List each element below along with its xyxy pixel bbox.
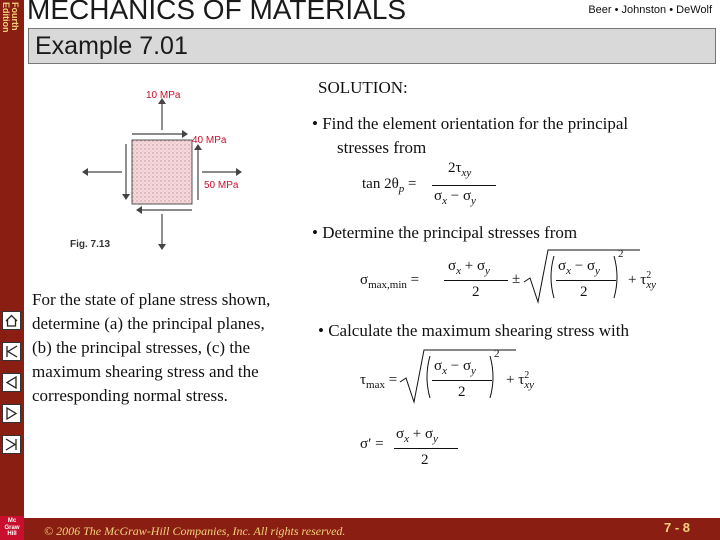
bullet-principal-orientation-cont: stresses from — [337, 138, 427, 157]
eq2-lhs: σ — [360, 272, 369, 288]
figure-caption: Fig. 7.13 — [70, 239, 111, 250]
example-title-bar — [28, 28, 716, 64]
eq3-lhs-sub: max — [366, 379, 385, 391]
stress-element-diagram — [60, 80, 260, 260]
problem-line: For the state of plane stress shown, — [32, 290, 271, 309]
previous-slide-icon[interactable] — [2, 373, 21, 392]
eq1-num-sub: xy — [461, 167, 472, 179]
eq1-den-sub-x: x — [442, 195, 447, 207]
bullet-principal-orientation: • Find the element orientation for the principal — [312, 114, 629, 133]
problem-statement — [32, 288, 322, 408]
label-50mpa: 50 MPa — [204, 180, 239, 191]
stress-element-figure — [60, 80, 260, 260]
header — [24, 0, 720, 25]
example-title: Example 7.01 — [35, 32, 188, 60]
equation-sigma-max-min: $\sigma_{max,min}$ = $\sigma_x + \sigma_y$ 2 ± $\sigma_x - \sigma_y$ 2 2 + $\tau^2_{xy}$ — [360, 246, 680, 306]
solution-heading: SOLUTION: — [318, 78, 408, 97]
logo-line2: Graw — [4, 524, 20, 531]
eq1-lhs: tan 2θ — [362, 176, 399, 192]
problem-line: corresponding normal stress. — [32, 386, 228, 405]
edition-line1: Fourth — [10, 2, 20, 31]
bullet-max-shear: • Calculate the maximum shearing stress with — [318, 321, 629, 340]
eq4-denominator: 2 — [421, 452, 429, 468]
label-40mpa: 40 MPa — [192, 135, 227, 146]
equation-sigma-prime: σ′ = $\sigma_x + \sigma_y$ 2 — [360, 424, 500, 474]
home-icon[interactable] — [2, 311, 21, 330]
authors: Beer • Johnston • DeWolf — [588, 4, 712, 16]
mcgraw-hill-logo — [0, 516, 24, 540]
problem-line: maximum shearing stress and the — [32, 362, 259, 381]
eq2-denominator-2: 2 — [580, 284, 588, 300]
eq1-den-sub-y: y — [471, 195, 476, 207]
eq1-fraction-bar — [432, 185, 496, 186]
eq4-lhs: σ′ — [360, 436, 372, 452]
bullet-principal-stresses: • Determine the principal stresses from — [312, 223, 578, 242]
eq2-denominator-1: 2 — [472, 284, 480, 300]
equation-tau-max: $\tau_{max}$ = $\sigma_x - \sigma_y$ 2 2 + $\tau^2_{xy}$ — [360, 346, 580, 406]
next-slide-icon[interactable] — [2, 404, 21, 423]
equation-tan2theta: $\tan 2\theta_p$ = $2\tau_{xy}$ $\sigma_x - \sigma_y$ — [360, 160, 510, 212]
copyright: © 2006 The McGraw-Hill Companies, Inc. All rights reserved. — [44, 524, 346, 538]
eq1-numerator: 2τ — [448, 160, 462, 176]
page-number: 7 - 8 — [663, 520, 690, 535]
eq3-denominator: 2 — [458, 384, 466, 400]
eq2-exponent: 2 — [618, 248, 624, 260]
first-slide-icon[interactable] — [2, 342, 21, 361]
book-title: MECHANICS OF MATERIALS — [27, 0, 407, 25]
sidebar — [0, 0, 24, 540]
eq3-lhs: τ — [360, 372, 367, 388]
label-10mpa: 10 MPa — [146, 90, 181, 101]
problem-line: (b) the principal stresses, (c) the — [32, 338, 251, 357]
eq2-lhs-sub: max,min — [368, 279, 407, 291]
edition-label — [0, 0, 22, 44]
logo-line3: Hill — [7, 531, 17, 537]
last-slide-icon[interactable] — [2, 435, 21, 454]
eq3-exponent: 2 — [494, 348, 500, 360]
eq2-plusminus: ± — [512, 271, 521, 287]
logo-line1: Mc — [7, 518, 17, 524]
problem-line: determine (a) the principal planes, — [32, 314, 265, 333]
eq1-lhs-sub: p — [398, 183, 405, 195]
edition-line2: Edition — [1, 2, 11, 33]
